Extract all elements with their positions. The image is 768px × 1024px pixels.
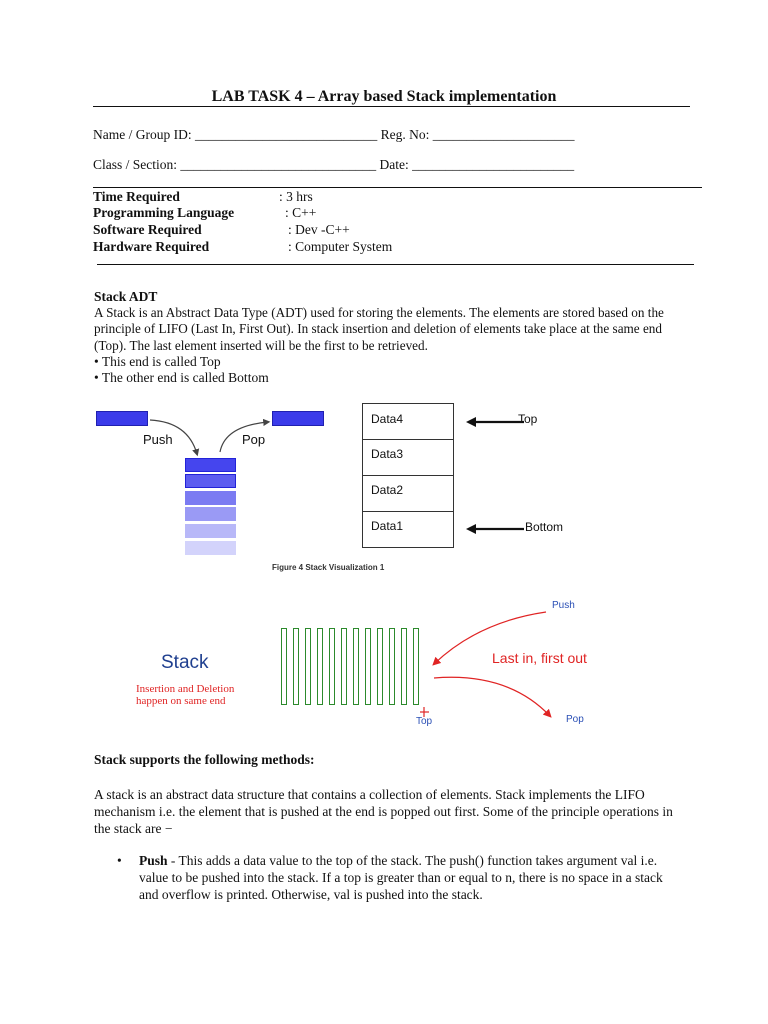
pop-block	[272, 411, 324, 426]
stack-bar	[365, 628, 371, 705]
name-group-line: Name / Group ID: ___________________________ Reg. No: _____________________	[93, 127, 575, 142]
stack-adt-heading: Stack ADT	[94, 289, 158, 304]
stack-title: Stack	[161, 652, 209, 673]
bullet-icon: •	[117, 853, 122, 868]
lifo-pop-label: Pop	[566, 714, 584, 725]
stack-adt-paragraph: A Stack is an Abstract Data Type (ADT) used for storing the elements. The elements are stored based on the principle of LIFO (Last In, First Out). In stack insertion and deletion of elements take place at the same end (Top). The last element inserted will be the first to be retrieved.	[94, 305, 664, 353]
title-rule	[93, 106, 690, 107]
req-label-language: Programming Language	[93, 205, 235, 220]
bullet-bottom: • The other end is called Bottom	[94, 370, 269, 385]
info-rule-top	[93, 187, 702, 188]
methods-heading: Stack supports the following methods:	[94, 752, 315, 767]
stack-slot-5	[185, 524, 236, 538]
bullet-top: • This end is called Top	[94, 354, 221, 369]
stack-bar	[293, 628, 299, 705]
push-method-name: Push	[139, 853, 168, 868]
top-label: Top	[518, 412, 538, 426]
stack-subtitle-1: Insertion and Deletion	[136, 683, 235, 695]
push-label: Push	[143, 432, 173, 447]
info-rule-bottom	[97, 264, 694, 265]
stack-slot-6	[185, 541, 236, 555]
stack-bar	[317, 628, 323, 705]
pop-arrow	[220, 422, 268, 452]
pop-label: Pop	[242, 432, 266, 447]
push-arrow	[150, 420, 197, 454]
lifo-label: Last in, first out	[492, 650, 587, 666]
stack-slot-2	[185, 474, 236, 488]
req-value-hardware: : Computer System	[288, 239, 393, 254]
stack-slot-3	[185, 491, 236, 505]
pop-arrow	[434, 677, 550, 716]
req-value-language: : C++	[285, 205, 317, 220]
methods-list	[117, 852, 677, 903]
stack-bar	[377, 628, 383, 705]
stack-subtitle-2: happen on same end	[136, 695, 226, 707]
stack-cell-data3: Data3	[362, 439, 454, 476]
list-item	[117, 852, 677, 903]
lifo-push-label: Push	[552, 600, 575, 611]
page-title: LAB TASK 4 – Array based Stack implementation	[211, 88, 557, 105]
stack-cell-data2: Data2	[362, 475, 454, 512]
req-label-software: Software Required	[93, 222, 202, 237]
req-label-hardware: Hardware Required	[93, 239, 210, 254]
lifo-top-label: Top	[416, 716, 433, 727]
stack-bar	[305, 628, 311, 705]
methods-intro: A stack is an abstract data structure that contains a collection of elements. Stack implements the LIFO mechanism i.e. the element that is pushed at the end is popped out first. Some of the principle operations in the stack are −	[94, 787, 673, 836]
stack-bar	[281, 628, 287, 705]
stack-slot-1	[185, 458, 236, 472]
push-pop-arrows	[150, 412, 272, 458]
req-value-software: : Dev -C++	[288, 222, 350, 237]
stack-cell-data4: Data4	[362, 403, 454, 440]
stack-bar	[341, 628, 347, 705]
stack-bar	[389, 628, 395, 705]
stack-slot-4	[185, 507, 236, 521]
req-label-time: Time Required	[93, 189, 180, 204]
top-bottom-arrows	[466, 412, 524, 538]
class-section-line: Class / Section: _____________________________ Date: ________________________	[93, 157, 575, 172]
push-method-desc: - This adds a data value to the top of the stack. The push() function takes argument val i.e. value to be pushed into the stack. If a top is greater than or equal to n, there is no space in a stack and overflow is printed. Otherwise, val is pushed into the stack.	[139, 853, 663, 902]
stack-cell-data1: Data1	[362, 511, 454, 548]
push-block	[96, 411, 148, 426]
figure-caption: Figure 4 Stack Visualization 1	[272, 563, 385, 572]
stack-bar	[329, 628, 335, 705]
stack-bar	[353, 628, 359, 705]
req-value-time: : 3 hrs	[279, 189, 313, 204]
bottom-label: Bottom	[525, 520, 564, 534]
